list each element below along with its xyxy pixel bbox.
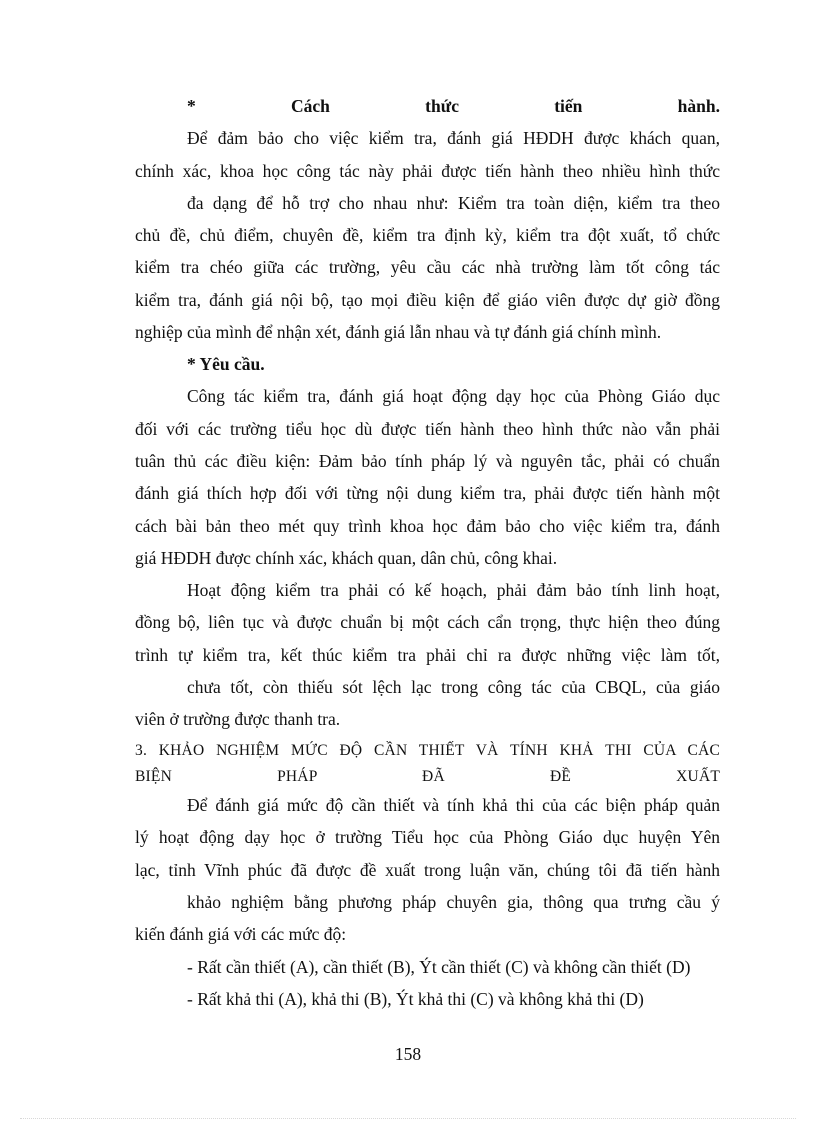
text-line: kiến đánh giá với các mức độ:: [135, 924, 347, 944]
text-line: giá HĐDH được chính xác, khách quan, dân chủ, công khai.: [135, 548, 558, 568]
chapter-heading-line-1: 3. KHẢO NGHIỆM MỨC ĐỘ CẦN THIẾT VÀ TÍNH KHẢ THI CỦA CÁC: [135, 742, 720, 759]
text-line: cách bài bản theo mét quy trình khoa học đảm bảo cho việc kiểm tra, đánh: [135, 516, 720, 536]
text-line: Hoạt động kiểm tra phải có kế hoạch, phải đảm bảo tính linh hoạt,: [187, 580, 720, 600]
page-bottom-divider: [20, 1118, 796, 1119]
text-line: khảo nghiệm bằng phương pháp chuyên gia, thông qua trưng cầu ý: [187, 892, 720, 912]
text-line: đối với các trường tiểu học dù được tiến hành theo hình thức nào vẫn phải: [135, 419, 720, 439]
text-line: chính xác, khoa học công tác này phải được tiến hành theo nhiều hình thức: [135, 161, 720, 181]
text-line: chủ đề, chủ điểm, chuyên đề, kiểm tra định kỳ, kiểm tra đột xuất, tổ chức: [135, 225, 720, 245]
text-line: Công tác kiểm tra, đánh giá hoạt động dạy học của Phòng Giáo dục: [187, 386, 720, 406]
section-heading-method: * Cách thức tiến hành.: [187, 96, 720, 116]
text-line: tuân thủ các điều kiện: Đảm bảo tính pháp lý và nguyên tắc, phải có chuẩn: [135, 451, 720, 471]
text-line: lạc, tỉnh Vĩnh phúc đã được đề xuất trong luận văn, chúng tôi đã tiến hành: [135, 860, 720, 880]
chapter-heading-line-2: BIỆN PHÁP ĐÃ ĐỀ XUẤT: [135, 768, 720, 785]
page-number: 158: [394, 1044, 422, 1064]
text-line: Để đảm bảo cho việc kiểm tra, đánh giá HĐDH được khách quan,: [187, 128, 720, 148]
text-line: kiểm tra chéo giữa các trường, yêu cầu các nhà trường làm tốt công tác: [135, 257, 720, 277]
text-line: đánh giá thích hợp đối với từng nội dung kiểm tra, phải được tiến hành một: [135, 483, 720, 503]
text-line: nghiệp của mình để nhận xét, đánh giá lẫn nhau và tự đánh giá chính mình.: [135, 322, 662, 342]
text-line: trình tự kiểm tra, kết thúc kiểm tra phải chỉ ra được những việc làm tốt,: [135, 645, 720, 665]
text-line: kiểm tra, đánh giá nội bộ, tạo mọi điều kiện để giáo viên được dự giờ đồng: [135, 290, 720, 310]
text-line: đa dạng để hỗ trợ cho nhau như: Kiểm tra toàn diện, kiểm tra theo: [187, 193, 720, 213]
text-line: Để đánh giá mức độ cần thiết và tính khả thi của các biện pháp quản: [187, 795, 720, 815]
text-line: đồng bộ, liên tục và được chuẩn bị một cách cẩn trọng, thực hiện theo đúng: [135, 612, 720, 632]
text-line: chưa tốt, còn thiếu sót lệch lạc trong công tác của CBQL, của giáo: [187, 677, 720, 697]
section-heading-requirements: * Yêu cầu.: [187, 354, 265, 374]
text-line: lý hoạt động dạy học ở trường Tiểu học của Phòng Giáo dục huyện Yên: [135, 827, 720, 847]
list-item: - Rất cần thiết (A), cần thiết (B), Ýt cần thiết (C) và không cần thiết (D): [187, 957, 691, 977]
list-item: - Rất khả thi (A), khả thi (B), Ýt khả thi (C) và không khả thi (D): [187, 989, 644, 1009]
text-line: viên ở trường được thanh tra.: [135, 709, 341, 729]
